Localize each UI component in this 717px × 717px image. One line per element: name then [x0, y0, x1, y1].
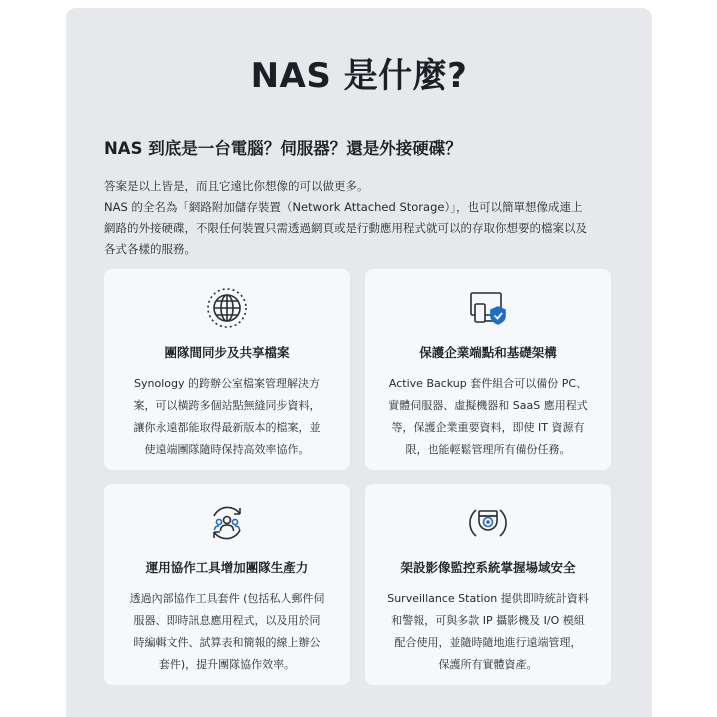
card-desc-line: 案，可以橫跨多個站點無縫同步資料， — [133, 399, 321, 412]
card-desc-line: 和警報，可與多款 IP 攝影機及 I/O 模組 — [391, 614, 585, 627]
intro-line: 網路的外接硬碟，不限任何裝置只需透過網頁或是行動應用程式就可以的存取你想要的檔案以及 — [104, 221, 587, 235]
card-desc-line: 實體伺服器、虛擬機器和 SaaS 應用程式 — [388, 399, 588, 412]
team-collaboration-icon — [206, 502, 248, 544]
card-description — [122, 588, 332, 676]
card-desc-line: 透過內部協作工具套件 (包括私人郵件伺 — [129, 592, 325, 605]
feature-card-file-sync — [104, 269, 350, 470]
page-title: NAS 是什麼? — [250, 56, 468, 96]
section-subtitle: NAS 到底是一台電腦？伺服器？還是外接硬碟？ — [104, 139, 462, 158]
intro-line: NAS 的全名為「網路附加儲存裝置（Network Attached Storage）」，也可以簡單想像成連上 — [104, 200, 583, 214]
intro-line: 各式各樣的服務。 — [104, 242, 196, 256]
surveillance-camera-icon — [467, 502, 509, 544]
card-desc-line: 使遠端團隊隨時保持高效率協作。 — [144, 443, 310, 456]
intro-line: 答案是以上皆是，而且它遠比你想像的可以做更多。 — [104, 179, 369, 193]
card-desc-line: 時編輯文件、試算表和簡報的線上辦公 — [133, 636, 321, 649]
card-desc-line: Surveillance Station 提供即時統計資料 — [387, 592, 589, 605]
card-description — [122, 373, 332, 461]
feature-card-backup — [365, 269, 611, 470]
card-description — [383, 588, 593, 676]
card-desc-line: Synology 的跨辦公室檔案管理解決方 — [134, 377, 320, 390]
card-description — [383, 373, 593, 461]
feature-card-collaboration — [104, 484, 350, 685]
card-desc-line: 等，保護企業重要資料，即使 IT 資源有 — [391, 421, 585, 434]
card-desc-line: 套件)，提升團隊協作效率。 — [158, 658, 296, 671]
card-desc-line: 配合使用，並隨時隨地進行遠端管理， — [394, 636, 582, 649]
card-heading: 保護企業端點和基礎架構 — [419, 345, 557, 360]
intro-paragraph — [104, 176, 624, 260]
card-heading: 團隊間同步及共享檔案 — [164, 345, 290, 360]
feature-card-surveillance — [365, 484, 611, 685]
card-desc-line: Active Backup 套件組合可以備份 PC、 — [388, 377, 588, 390]
card-heading: 架設影像監控系統掌握場域安全 — [400, 560, 576, 575]
card-desc-line: 保護所有實體資產。 — [438, 658, 538, 671]
globe-icon — [206, 287, 248, 329]
card-desc-line: 服器、即時訊息應用程式，以及用於同 — [133, 614, 321, 627]
card-desc-line: 限，也能輕鬆管理所有備份任務。 — [405, 443, 571, 456]
card-desc-line: 讓你永遠都能取得最新版本的檔案，並 — [133, 421, 321, 434]
card-heading: 運用協作工具增加團隊生產力 — [145, 560, 309, 575]
content-panel — [66, 8, 652, 717]
device-shield-icon — [467, 287, 509, 329]
